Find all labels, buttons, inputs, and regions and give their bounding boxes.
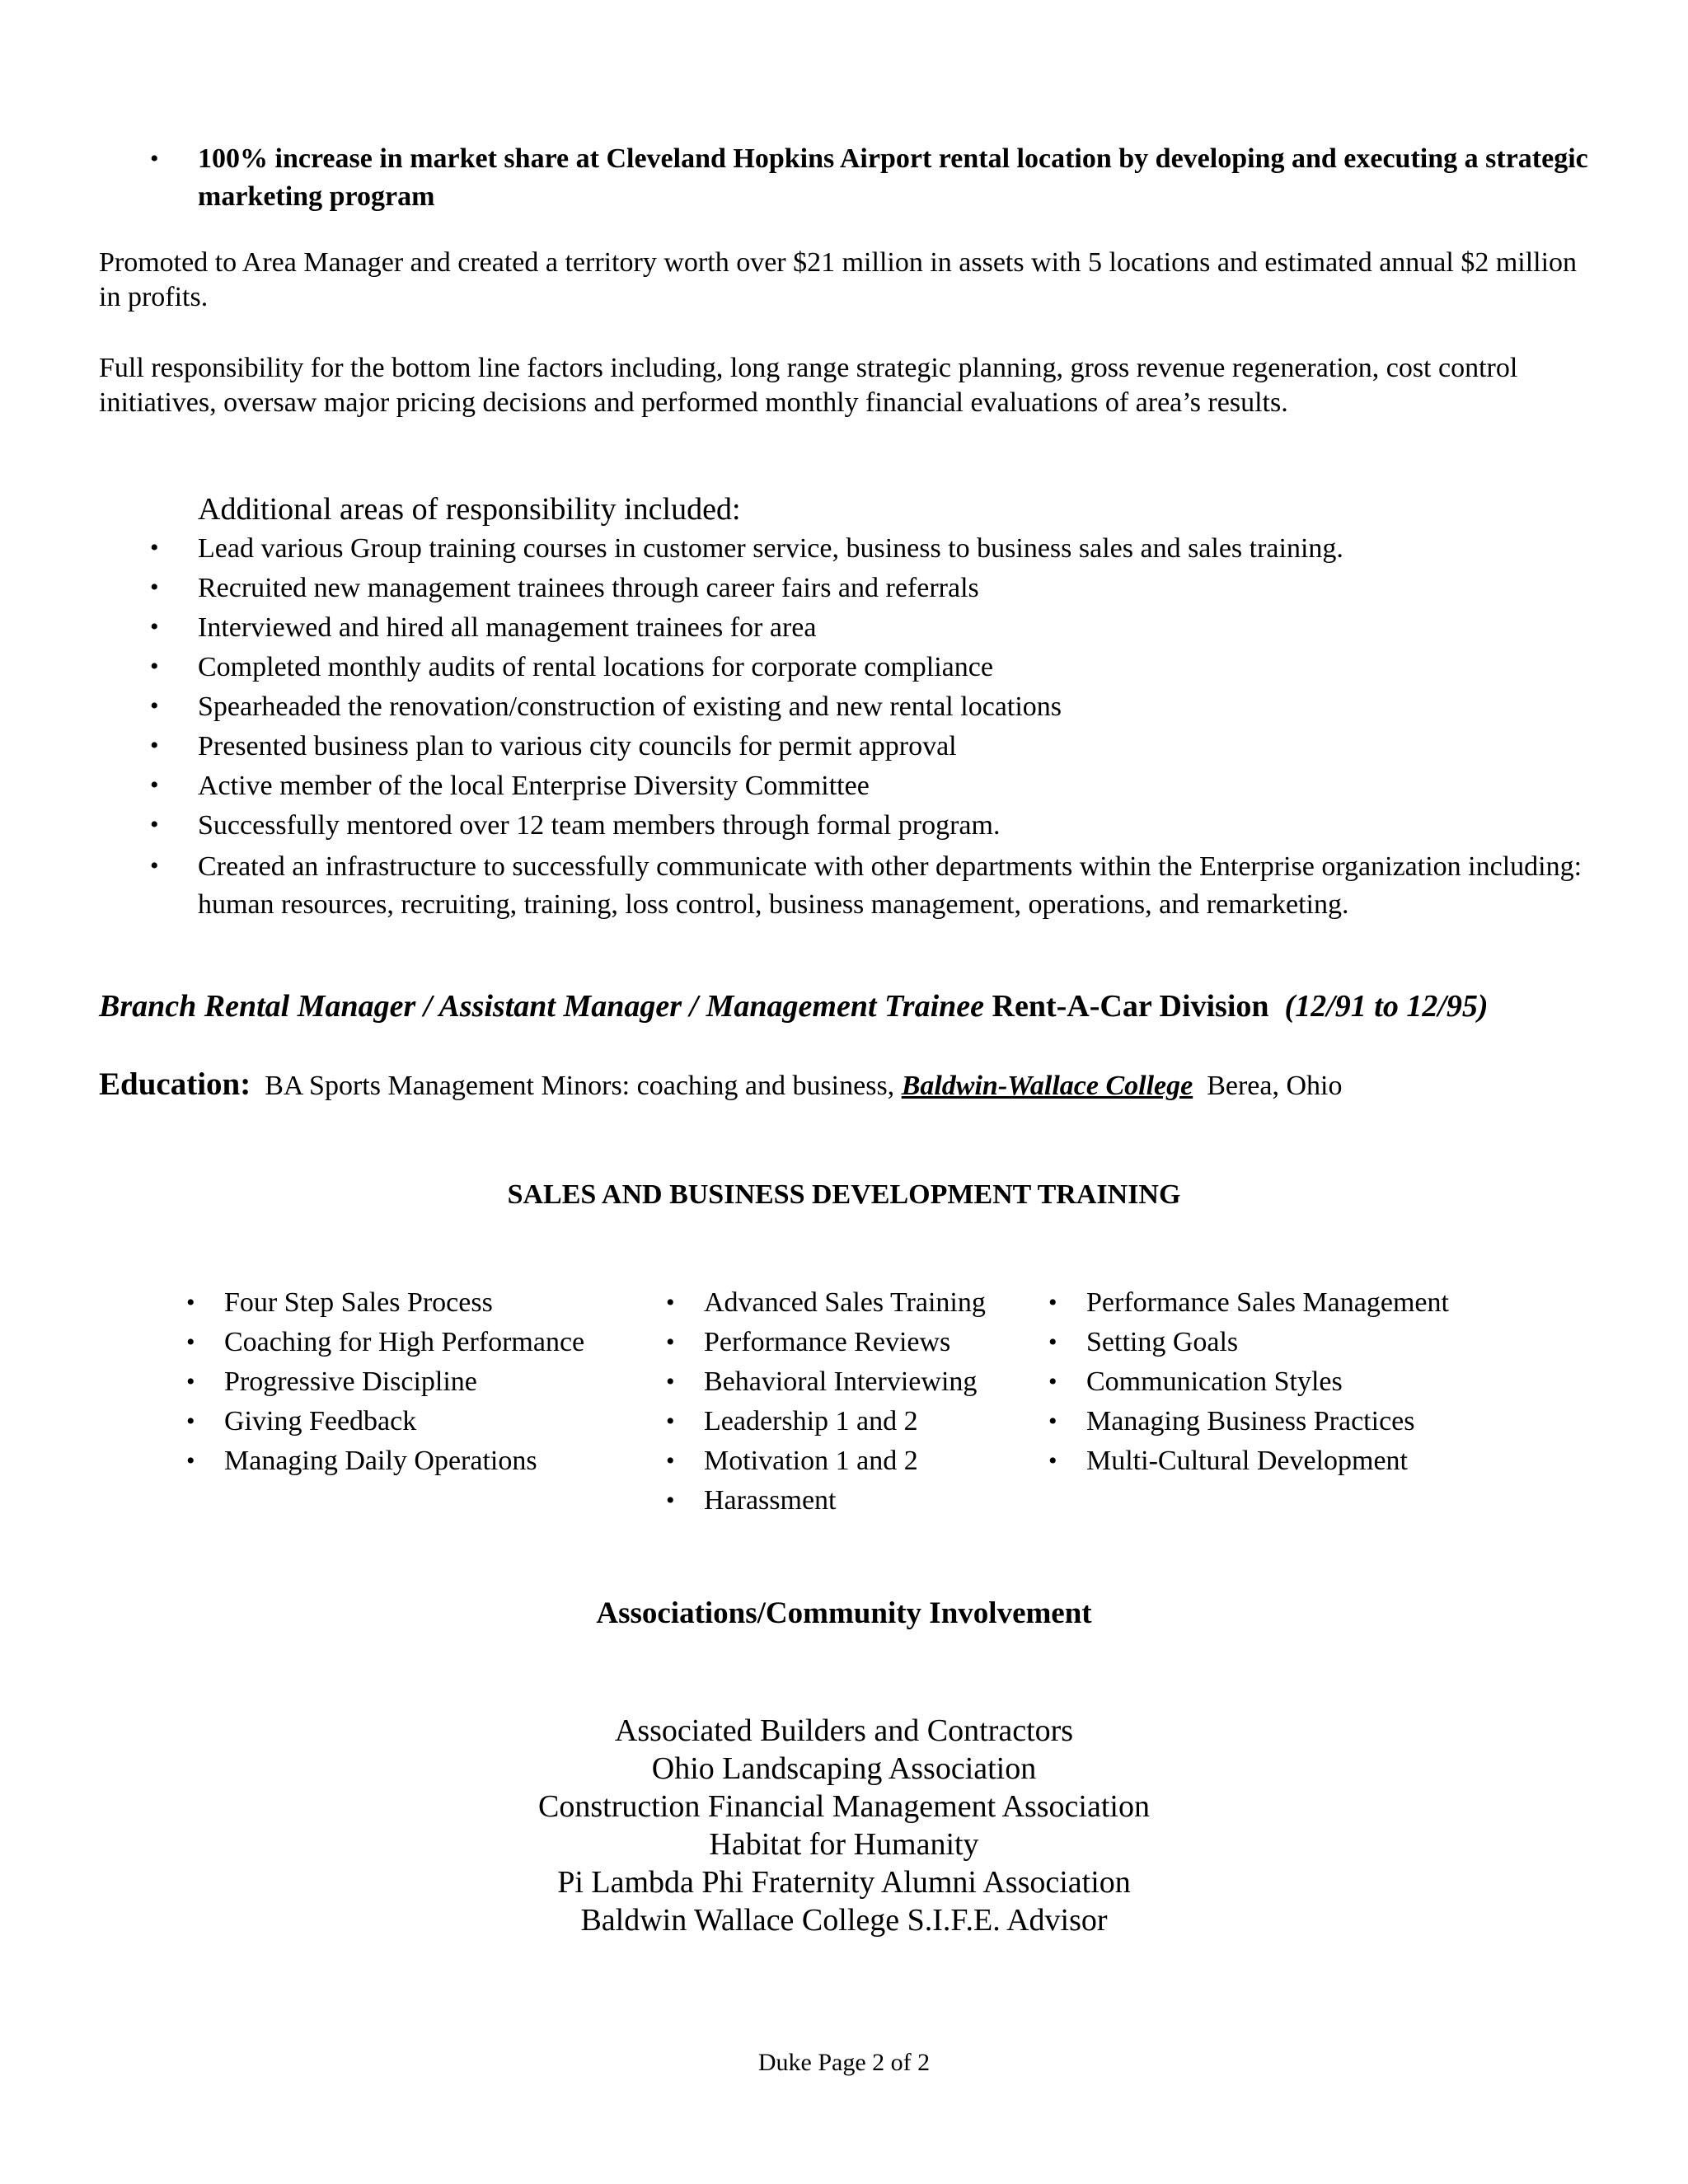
bullet-icon: •	[150, 692, 159, 719]
training-heading: SALES AND BUSINESS DEVELOPMENT TRAINING	[507, 1179, 1181, 1210]
responsibility-item: Recruited new management trainees through career fairs and referrals	[198, 573, 979, 603]
bullet-icon: •	[1048, 1447, 1057, 1474]
bullet-icon: •	[150, 534, 159, 561]
association-item: Pi Lambda Phi Fraternity Alumni Association	[557, 1865, 1131, 1900]
bullet-icon: •	[666, 1487, 675, 1514]
bullet-icon: •	[150, 145, 159, 172]
bullet-icon: •	[1048, 1329, 1057, 1356]
bullet-icon: •	[150, 811, 159, 838]
bullet-icon: •	[666, 1329, 675, 1356]
bullet-icon: •	[1048, 1289, 1057, 1316]
education-line	[99, 1066, 1342, 1105]
bullet-icon: •	[150, 732, 159, 759]
education-college: Baldwin-Wallace College	[901, 1071, 1193, 1101]
education-location: Berea, Ohio	[1207, 1071, 1343, 1101]
bullet-icon: •	[186, 1329, 195, 1356]
association-item: Ohio Landscaping Association	[651, 1751, 1037, 1786]
bullet-icon: •	[186, 1408, 195, 1435]
job-title: Branch Rental Manager / Assistant Manager / Management Trainee	[99, 989, 985, 1024]
associations-list	[0, 1712, 1688, 1939]
additional-intro: Additional areas of responsibility included:	[198, 492, 741, 527]
page-footer: Duke Page 2 of 2	[757, 2049, 931, 2076]
bullet-icon: •	[666, 1408, 675, 1435]
promotion-paragraph: Promoted to Area Manager and created a territory worth over $21 million in assets with 5 locations and estimated annual $2 million in profits.	[99, 247, 1578, 312]
responsibility-item: Interviewed and hired all management trainees for area	[198, 612, 817, 643]
bullet-icon: •	[150, 852, 159, 879]
bullet-icon: •	[186, 1289, 195, 1316]
responsibility-item: Active member of the local Enterprise Diversity Committee	[198, 771, 870, 801]
bullet-icon: •	[186, 1447, 195, 1474]
bullet-icon: •	[666, 1368, 675, 1395]
association-item: Construction Financial Management Association	[538, 1789, 1150, 1824]
responsibility-item: Successfully mentored over 12 team members through formal program.	[198, 810, 1001, 841]
job-dates: (12/91 to 12/95)	[1284, 989, 1489, 1024]
bullet-icon: •	[666, 1289, 675, 1316]
bullet-icon: •	[150, 613, 159, 640]
responsibility-item: Lead various Group training courses in customer service, business to business sales and sales training.	[198, 533, 1343, 564]
responsibility-paragraph: Full responsibility for the bottom line factors including, long range strategic planning, gross revenue regeneration, cost control initiatives, oversaw major pricing decisions and performed monthly financial evaluations of area’s results.	[99, 353, 1518, 418]
education-label: Education:	[99, 1066, 251, 1102]
achievement-bullet: 100% increase in market share at Cleveland Hopkins Airport rental location by developing and executing a strategic marketing program	[198, 143, 1588, 212]
associations-heading: Associations/Community Involvement	[596, 1596, 1092, 1630]
responsibility-item: Spearheaded the renovation/construction of existing and new rental locations	[198, 691, 1062, 722]
bullet-icon: •	[1048, 1408, 1057, 1435]
responsibility-item: Created an infrastructure to successfully communicate with other departments within the Enterprise organization including: human resources, recruiting, training, loss control, business management, operations, and remarketing.	[198, 851, 1582, 920]
bullet-icon: •	[666, 1447, 675, 1474]
bullet-icon: •	[150, 653, 159, 680]
bullet-icon: •	[150, 771, 159, 799]
responsibility-item: Presented business plan to various city councils for permit approval	[198, 731, 957, 762]
association-item: Baldwin Wallace College S.I.F.E. Advisor	[580, 1903, 1108, 1938]
responsibility-item: Completed monthly audits of rental locations for corporate compliance	[198, 652, 993, 682]
association-item: Habitat for Humanity	[709, 1827, 979, 1862]
bullet-icon: •	[1048, 1368, 1057, 1395]
education-degree: BA Sports Management Minors: coaching and business,	[265, 1071, 902, 1101]
bullet-icon: •	[186, 1368, 195, 1395]
job-history-line	[99, 987, 1489, 1025]
bullet-icon: •	[150, 574, 159, 601]
association-item: Associated Builders and Contractors	[614, 1713, 1074, 1748]
job-division: Rent-A-Car Division	[992, 989, 1269, 1024]
